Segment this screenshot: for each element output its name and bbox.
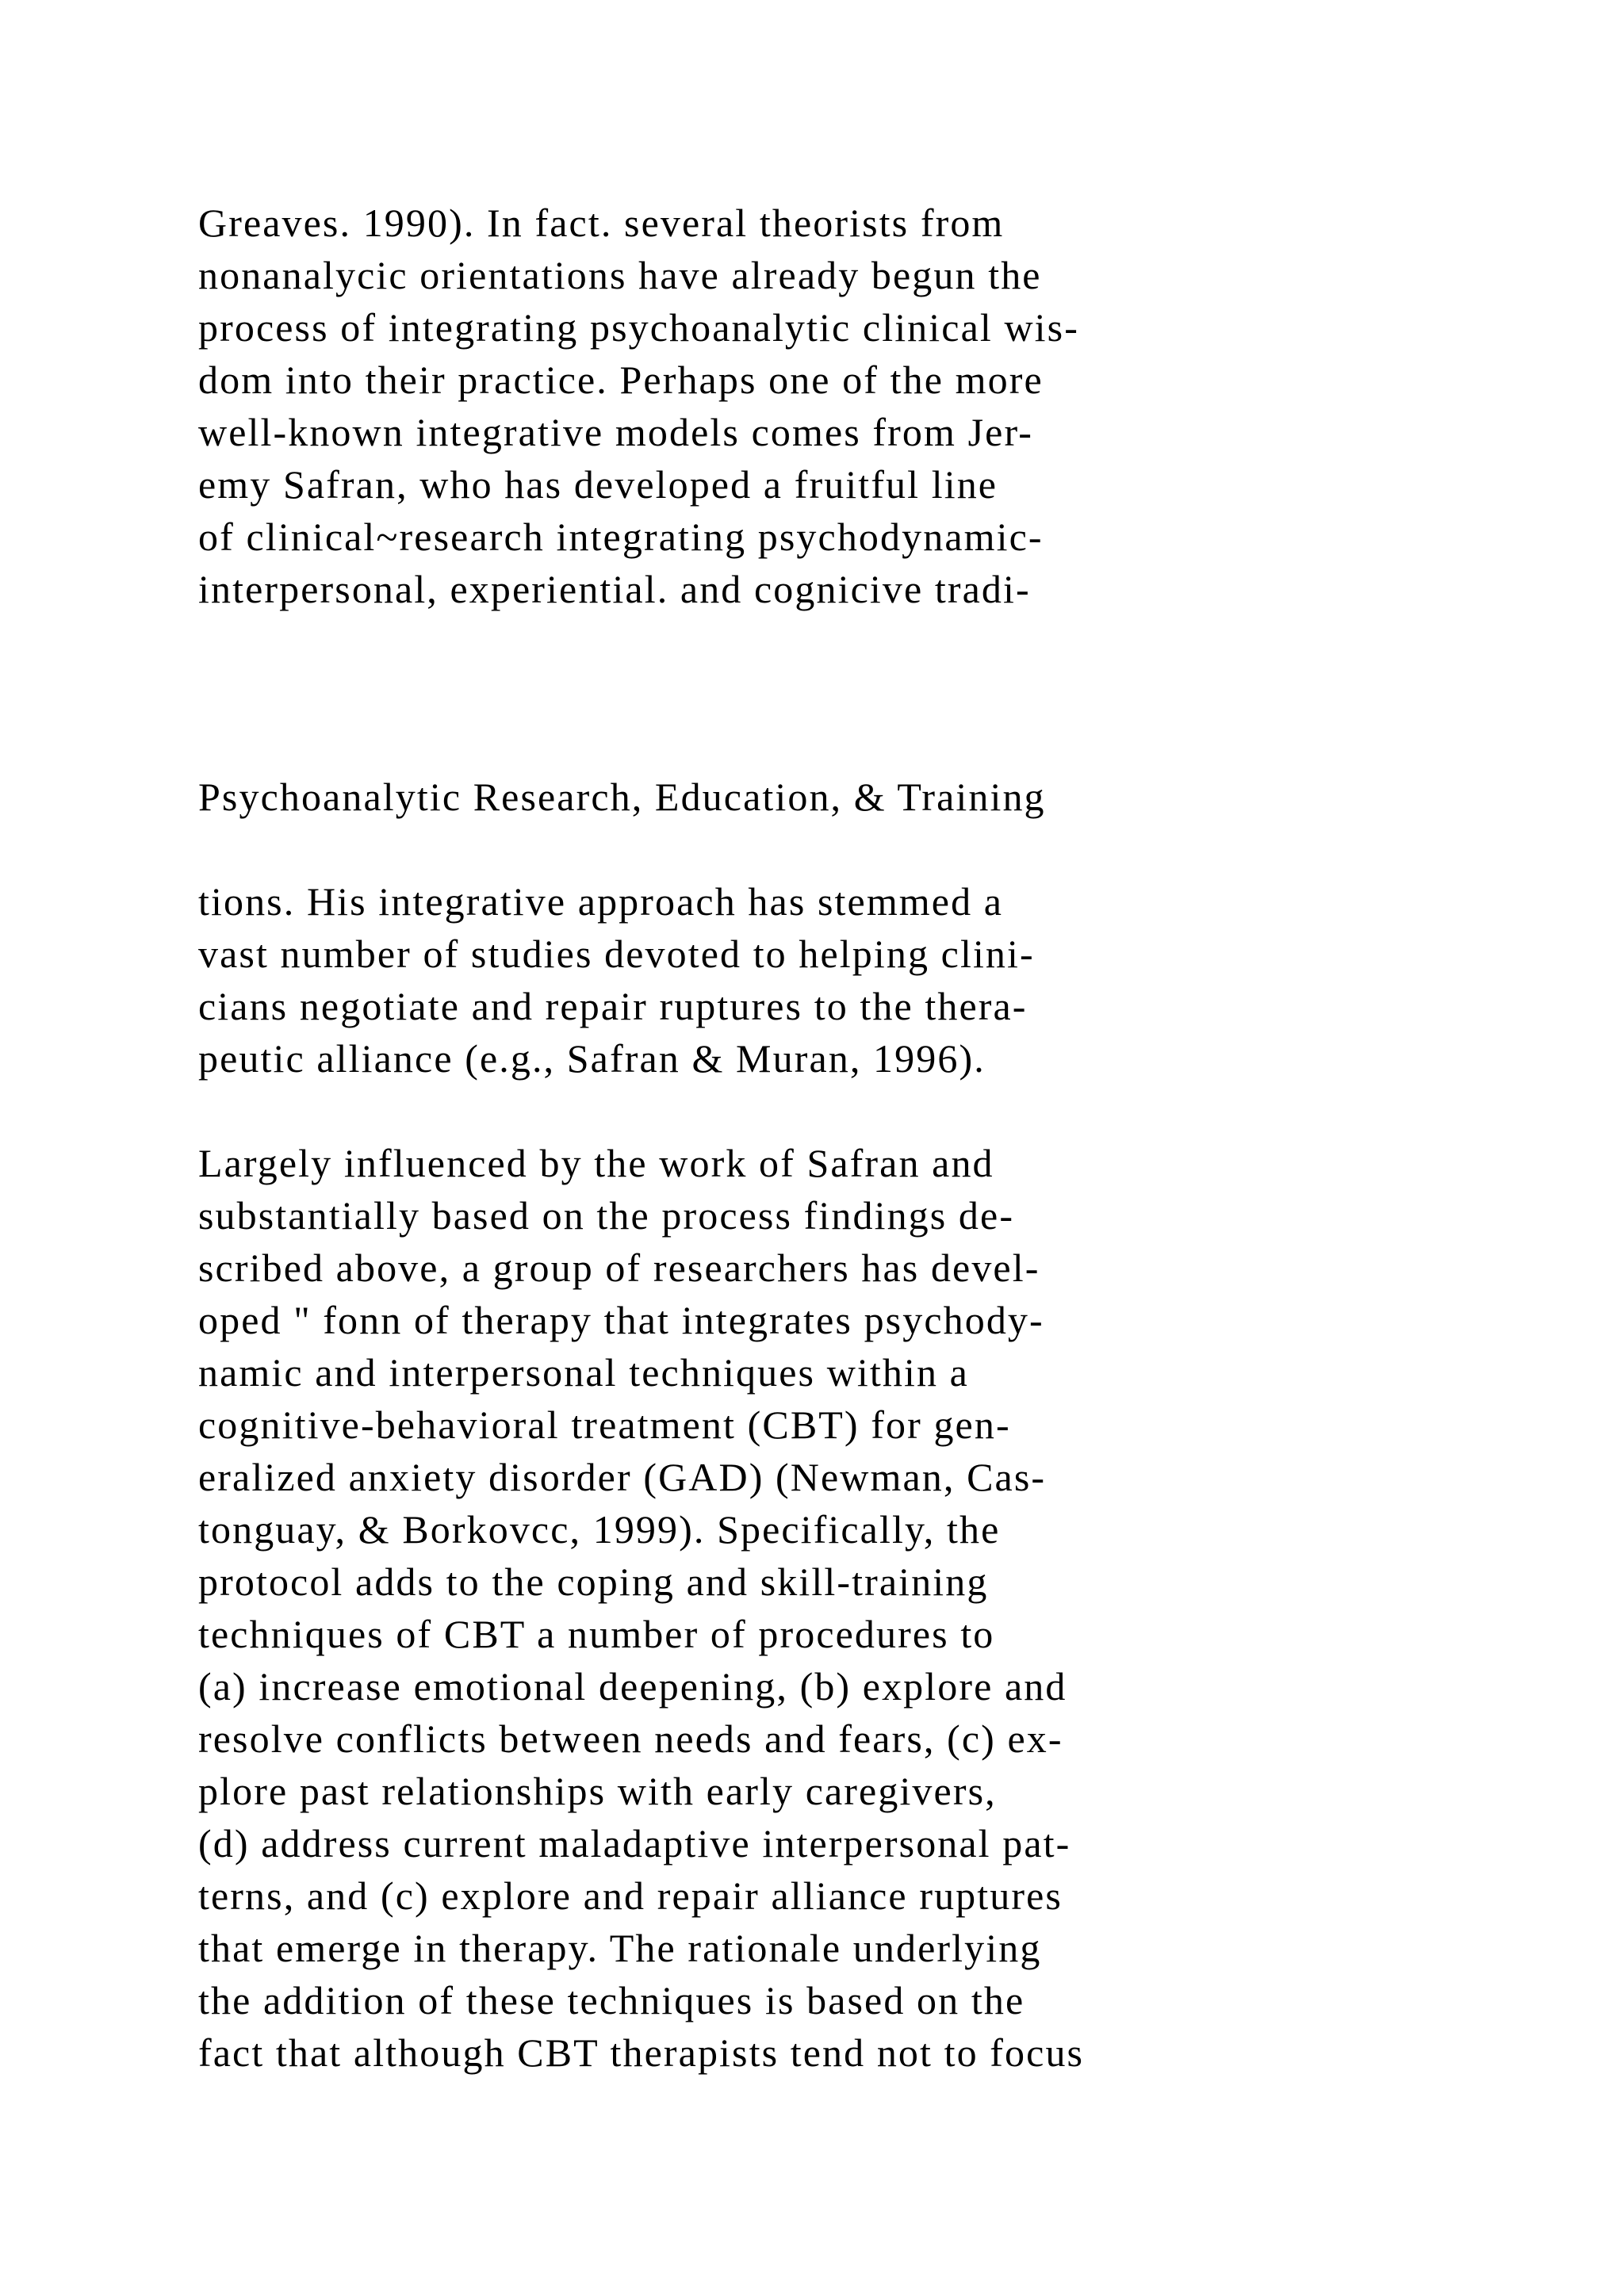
text-line: dom into their practice. Perhaps one of the more bbox=[198, 358, 1044, 402]
text-line: interpersonal, experiential. and cognicive tradi- bbox=[198, 567, 1031, 611]
text-line: peutic alliance (e.g., Safran & Muran, 1996). bbox=[198, 1036, 986, 1081]
text-line: process of integrating psychoanalytic clinical wis- bbox=[198, 305, 1079, 350]
text-line: the addition of these techniques is based on the bbox=[198, 1978, 1025, 2022]
running-header: Psychoanalytic Research, Education, & Training bbox=[198, 775, 1046, 819]
text-line: (d) address current maladaptive interpersonal pat- bbox=[198, 1821, 1071, 1866]
text-line: tions. His integrative approach has stemmed a bbox=[198, 879, 1004, 924]
text-line: Greaves. 1990). In fact. several theorists from bbox=[198, 201, 1005, 245]
text-line: namic and interpersonal techniques within a bbox=[198, 1350, 969, 1395]
text-line: oped " fonn of therapy that integrates psychody- bbox=[198, 1298, 1044, 1342]
text-line: nonanalycic orientations have already begun the bbox=[198, 253, 1042, 297]
text-line: plore past relationships with early caregivers, bbox=[198, 1769, 997, 1813]
text-line: fact that although CBT therapists tend not to focus bbox=[198, 2030, 1085, 2075]
text-line: Largely influenced by the work of Safran and bbox=[198, 1141, 994, 1185]
text-line: cians negotiate and repair ruptures to the thera- bbox=[198, 984, 1028, 1028]
text-line: scribed above, a group of researchers has devel- bbox=[198, 1246, 1040, 1290]
text-line: that emerge in therapy. The rationale underlying bbox=[198, 1926, 1042, 1970]
text-line: cognitive-behavioral treatment (CBT) for gen- bbox=[198, 1402, 1011, 1447]
text-line: of clinical~research integrating psychodynamic- bbox=[198, 515, 1044, 559]
text-line: eralized anxiety disorder (GAD) (Newman, Cas- bbox=[198, 1455, 1047, 1499]
text-line: techniques of CBT a number of procedures to bbox=[198, 1612, 995, 1656]
text-line: tonguay, & Borkovcc, 1999). Specifically, the bbox=[198, 1507, 1001, 1552]
text-line: vast number of studies devoted to helping clini- bbox=[198, 932, 1035, 976]
text-line: well-known integrative models comes from Jer- bbox=[198, 410, 1033, 454]
text-line: substantially based on the process findings de- bbox=[198, 1193, 1015, 1238]
text-line: emy Safran, who has developed a fruitful line bbox=[198, 462, 998, 507]
text-line: terns, and (c) explore and repair alliance ruptures bbox=[198, 1873, 1063, 1918]
text-line: protocol adds to the coping and skill-training bbox=[198, 1559, 989, 1604]
text-line: (a) increase emotional deepening, (b) explore and bbox=[198, 1664, 1067, 1709]
text-line: resolve conflicts between needs and fears, (c) ex- bbox=[198, 1716, 1063, 1761]
